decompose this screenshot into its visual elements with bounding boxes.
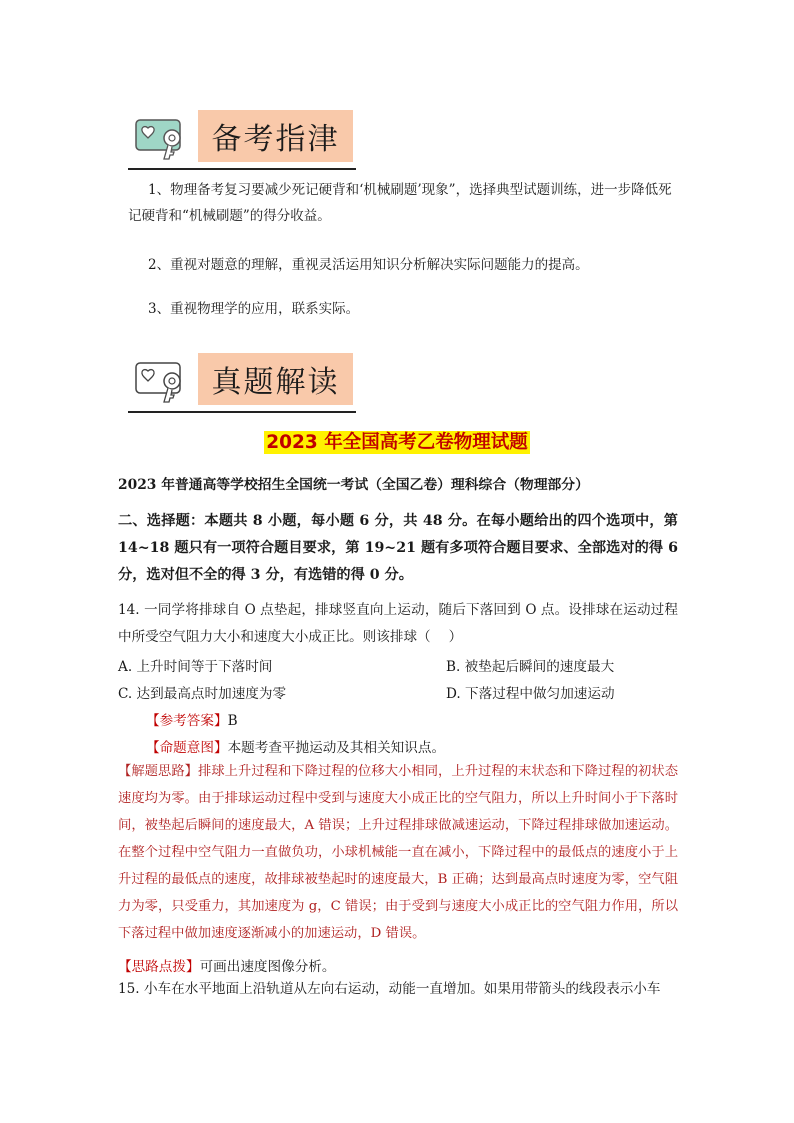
answer-label: 【参考答案】 — [146, 713, 228, 729]
intent-text: 本题考查平抛运动及其相关知识点。 — [227, 740, 446, 756]
exam-title — [0, 428, 794, 454]
answer-value: B — [227, 713, 238, 729]
tip-text: 可画出速度图像分析。 — [199, 959, 336, 975]
section-title: 真题解读 — [198, 353, 353, 405]
analysis-label: 【解题思路】 — [118, 764, 199, 779]
exam-subtitle: 2023 年普通高等学校招生全国统一考试（全国乙卷）理科综合（物理部分） — [118, 477, 589, 493]
q14-tip — [118, 955, 336, 975]
section-divider — [128, 411, 356, 413]
q14-option-b: B. 被垫起后瞬间的速度最大 — [446, 659, 615, 675]
section-divider — [128, 168, 356, 170]
q14-intent — [146, 736, 445, 756]
q14-answer — [146, 709, 238, 729]
q14-option-c: C. 达到最高点时加速度为零 — [118, 686, 287, 702]
q14-option-d: D. 下落过程中做匀加速运动 — [446, 686, 615, 702]
section-title: 备考指津 — [198, 110, 353, 162]
exam-title-text: 2023 年全国高考乙卷物理试题 — [266, 432, 528, 453]
analysis-text: 排球上升过程和下降过程的位移大小相同，上升过程的末状态和下降过程的初状态速度均为零。由于排球运动过程中受到与速度大小成正比的空气阻力，所以上升时间小于下落时间，被垫起后瞬间的速度最大，A 错误；上升过程排球做减速运动，下降过程排球做加速运动。在整个过程中空气阻力一直做负功，小球机械能一直在减小，下降过程中的最低点的速度小于上升过程的最低点的速度，故排球被垫起时的速度最大，B 正确；达到最高点时速度为零，空气阻力为零，只受重力，其加速度为 g，C 错误；由于受到与速度大小成正比的空气阻力作用，所以下落过程中做加速度逐渐减小的加速运动，D 错误。 — [118, 764, 679, 941]
q14-analysis — [118, 758, 678, 947]
section-header-zhenti — [128, 353, 358, 413]
q15-stem: 15. 小车在水平地面上沿轨道从左向右运动，动能一直增加。如果用带箭头的线段表示小车 — [118, 981, 661, 997]
tip-2: 2、重视对题意的理解，重视灵活运用知识分析解决实际问题能力的提高。 — [148, 257, 589, 273]
q14-stem: 14. 一同学将排球自 O 点垫起，排球竖直向上运动，随后下落回到 O 点。设排球在运动过程中所受空气阻力大小和速度大小成正比。则该排球（ ） — [118, 602, 678, 645]
key-tag-icon — [134, 357, 198, 405]
instructions: 二、选择题：本题共 8 小题，每小题 6 分，共 48 分。在每小题给出的四个选项中，第 14~18 题只有一项符合题目要求，第 19~21 题有多项符合题目要求、全部选对的得 6 分，选对但不全的得 3 分，有选错的得 0 分。 — [118, 513, 678, 583]
key-tag-icon — [134, 114, 198, 162]
tip-3: 3、重视物理学的应用，联系实际。 — [148, 301, 360, 317]
tip-1: 1、物理备考复习要减少死记硬背和‘机械刷题’现象”，选择典型试题训练，进一步降低死记硬背和“机械刷题”的得分收益。 — [128, 182, 672, 224]
tip-label: 【思路点拨】 — [118, 959, 200, 975]
intent-label: 【命题意图】 — [146, 740, 228, 756]
section-header-beikao — [128, 110, 358, 170]
q14-option-a: A. 上升时间等于下落时间 — [118, 659, 273, 675]
